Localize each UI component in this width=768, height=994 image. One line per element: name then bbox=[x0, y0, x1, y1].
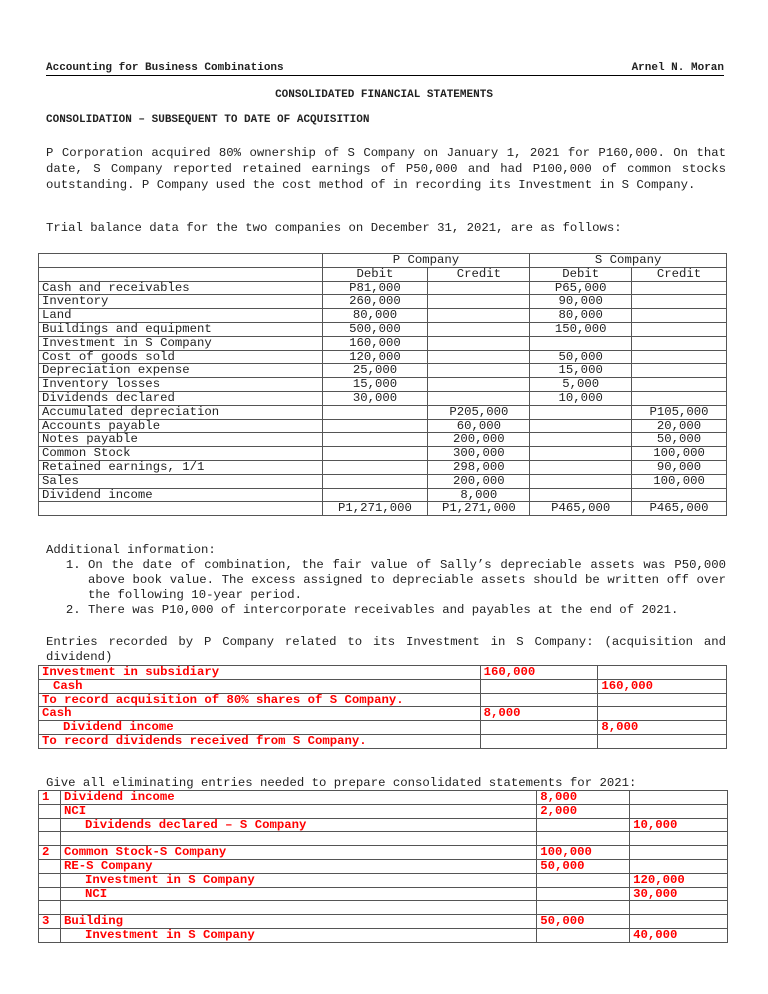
amount-cell: 20,000 bbox=[632, 419, 727, 433]
column-header: Debit bbox=[322, 267, 428, 281]
amount-cell: 5,000 bbox=[530, 378, 632, 392]
entry-description: Dividend income bbox=[60, 791, 536, 805]
debit-amount bbox=[537, 818, 630, 832]
page-title: CONSOLIDATED FINANCIAL STATEMENTS bbox=[275, 89, 493, 101]
page-header bbox=[46, 62, 724, 76]
amount-cell bbox=[322, 460, 428, 474]
journal-row bbox=[39, 707, 727, 721]
entry-description bbox=[60, 832, 536, 846]
elimination-row bbox=[39, 832, 728, 846]
eliminating-entries-table bbox=[38, 790, 728, 943]
table-subheader-row bbox=[39, 267, 727, 281]
additional-information bbox=[46, 543, 726, 618]
table-row bbox=[39, 474, 727, 488]
credit-amount bbox=[598, 666, 727, 680]
entry-description bbox=[60, 901, 536, 915]
credit-amount: 10,000 bbox=[630, 818, 728, 832]
debit-amount bbox=[537, 928, 630, 942]
amount-cell: P465,000 bbox=[632, 502, 727, 516]
debit-amount bbox=[537, 873, 630, 887]
entry-number bbox=[39, 887, 61, 901]
journal-row bbox=[39, 693, 727, 707]
amount-cell bbox=[322, 405, 428, 419]
amount-cell bbox=[632, 378, 727, 392]
company-header: S Company bbox=[530, 254, 727, 268]
amount-cell bbox=[632, 488, 727, 502]
header-course: Accounting for Business Combinations bbox=[46, 62, 284, 74]
table-row bbox=[39, 364, 727, 378]
entry-number bbox=[39, 873, 61, 887]
table-row bbox=[39, 433, 727, 447]
account-name: Depreciation expense bbox=[39, 364, 323, 378]
amount-cell bbox=[428, 378, 530, 392]
account-name: Buildings and equipment bbox=[39, 322, 323, 336]
entry-description: NCI bbox=[60, 887, 536, 901]
entry-number bbox=[39, 928, 61, 942]
entry-description: NCI bbox=[60, 804, 536, 818]
amount-cell: 200,000 bbox=[428, 433, 530, 447]
amount-cell: 15,000 bbox=[530, 364, 632, 378]
amount-cell bbox=[530, 474, 632, 488]
elimination-row bbox=[39, 846, 728, 860]
amount-cell: 80,000 bbox=[530, 309, 632, 323]
amount-cell bbox=[530, 447, 632, 461]
amount-cell bbox=[530, 488, 632, 502]
problem-paragraph: P Corporation acquired 80% ownership of S Company on January 1, 2021 for P160,000. On that date, S Company reported retained earnings of P50,000 and had P100,000 of common stocks outstanding. P Company used the cost method of in recording its Investment in S Company. bbox=[46, 146, 726, 192]
amount-cell: P1,271,000 bbox=[322, 502, 428, 516]
credit-amount bbox=[630, 915, 728, 929]
amount-cell bbox=[632, 391, 727, 405]
amount-cell bbox=[428, 309, 530, 323]
account-name: Investment in S Company bbox=[39, 336, 323, 350]
amount-cell bbox=[428, 391, 530, 405]
amount-cell: 100,000 bbox=[632, 447, 727, 461]
entry-description: Common Stock-S Company bbox=[60, 846, 536, 860]
amount-cell bbox=[322, 447, 428, 461]
elimination-row bbox=[39, 818, 728, 832]
table-row bbox=[39, 460, 727, 474]
column-header: Credit bbox=[428, 267, 530, 281]
additional-item: 1. On the date of combination, the fair value of Sally’s depreciable assets was P50,000 above book value. The excess assigned to depreciable assets should be written off over the following 10-year period. bbox=[88, 558, 726, 603]
account-name: Dividends declared bbox=[39, 391, 323, 405]
elimination-row bbox=[39, 901, 728, 915]
amount-cell bbox=[530, 419, 632, 433]
amount-cell: P465,000 bbox=[530, 502, 632, 516]
credit-amount bbox=[598, 734, 727, 748]
credit-amount bbox=[598, 693, 727, 707]
amount-cell: 60,000 bbox=[428, 419, 530, 433]
table-row bbox=[39, 502, 727, 516]
amount-cell bbox=[428, 322, 530, 336]
debit-amount bbox=[537, 901, 630, 915]
amount-cell: 500,000 bbox=[322, 322, 428, 336]
amount-cell bbox=[530, 336, 632, 350]
table-row bbox=[39, 281, 727, 295]
amount-cell: 90,000 bbox=[632, 460, 727, 474]
debit-amount: 100,000 bbox=[537, 846, 630, 860]
credit-amount bbox=[630, 901, 728, 915]
elimination-row bbox=[39, 804, 728, 818]
entry-description: Investment in S Company bbox=[60, 928, 536, 942]
entry-number bbox=[39, 832, 61, 846]
amount-cell: 200,000 bbox=[428, 474, 530, 488]
debit-amount: 50,000 bbox=[537, 859, 630, 873]
entry-description: To record dividends received from S Company. bbox=[39, 734, 481, 748]
account-name: Inventory losses bbox=[39, 378, 323, 392]
amount-cell bbox=[530, 405, 632, 419]
account-name: Accumulated depreciation bbox=[39, 405, 323, 419]
entry-number: 3 bbox=[39, 915, 61, 929]
credit-amount: 160,000 bbox=[598, 679, 727, 693]
entry-description: Dividends declared – S Company bbox=[60, 818, 536, 832]
debit-amount: 2,000 bbox=[537, 804, 630, 818]
amount-cell bbox=[632, 364, 727, 378]
amount-cell bbox=[428, 295, 530, 309]
amount-cell bbox=[530, 433, 632, 447]
credit-amount: 120,000 bbox=[630, 873, 728, 887]
entry-number bbox=[39, 901, 61, 915]
credit-amount bbox=[630, 791, 728, 805]
table-row bbox=[39, 378, 727, 392]
header-author: Arnel N. Moran bbox=[631, 62, 724, 74]
additional-item: 2. There was P10,000 of intercorporate receivables and payables at the end of 2021. bbox=[88, 603, 726, 618]
elimination-row bbox=[39, 915, 728, 929]
entry-description: Dividend income bbox=[39, 721, 481, 735]
amount-cell: 8,000 bbox=[428, 488, 530, 502]
account-name: Retained earnings, 1/1 bbox=[39, 460, 323, 474]
credit-amount: 40,000 bbox=[630, 928, 728, 942]
credit-amount: 8,000 bbox=[598, 721, 727, 735]
entry-description: RE-S Company bbox=[60, 859, 536, 873]
journal-row bbox=[39, 666, 727, 680]
entry-description: Building bbox=[60, 915, 536, 929]
parent-entries-table bbox=[38, 665, 727, 749]
journal-row bbox=[39, 734, 727, 748]
elimination-row bbox=[39, 859, 728, 873]
account-name: Land bbox=[39, 309, 323, 323]
account-name bbox=[39, 502, 323, 516]
debit-amount: 160,000 bbox=[480, 666, 598, 680]
elimination-row bbox=[39, 791, 728, 805]
table-row bbox=[39, 322, 727, 336]
debit-amount bbox=[480, 679, 598, 693]
amount-cell: 30,000 bbox=[322, 391, 428, 405]
amount-cell: 100,000 bbox=[632, 474, 727, 488]
amount-cell: 150,000 bbox=[530, 322, 632, 336]
table-row bbox=[39, 309, 727, 323]
debit-amount: 50,000 bbox=[537, 915, 630, 929]
amount-cell bbox=[428, 350, 530, 364]
elimination-row bbox=[39, 873, 728, 887]
table-row bbox=[39, 295, 727, 309]
amount-cell: 160,000 bbox=[322, 336, 428, 350]
entry-number: 1 bbox=[39, 791, 61, 805]
amount-cell: P105,000 bbox=[632, 405, 727, 419]
amount-cell bbox=[428, 281, 530, 295]
credit-amount: 30,000 bbox=[630, 887, 728, 901]
account-name: Sales bbox=[39, 474, 323, 488]
table-row bbox=[39, 488, 727, 502]
eliminations-intro: Give all eliminating entries needed to prepare consolidated statements for 2021: bbox=[46, 776, 637, 790]
debit-amount bbox=[480, 721, 598, 735]
amount-cell bbox=[322, 488, 428, 502]
table-row bbox=[39, 447, 727, 461]
amount-cell: 50,000 bbox=[632, 433, 727, 447]
amount-cell: 298,000 bbox=[428, 460, 530, 474]
trial-balance-table bbox=[38, 253, 727, 516]
entries-intro: Entries recorded by P Company related to its Investment in S Company: (acquisition and dividend) bbox=[46, 635, 726, 664]
amount-cell bbox=[428, 364, 530, 378]
amount-cell bbox=[322, 474, 428, 488]
amount-cell: 25,000 bbox=[322, 364, 428, 378]
entry-number: 2 bbox=[39, 846, 61, 860]
amount-cell: 300,000 bbox=[428, 447, 530, 461]
account-name: Inventory bbox=[39, 295, 323, 309]
amount-cell: P205,000 bbox=[428, 405, 530, 419]
entry-description: Cash bbox=[39, 679, 481, 693]
amount-cell: P65,000 bbox=[530, 281, 632, 295]
journal-row bbox=[39, 679, 727, 693]
amount-cell: 90,000 bbox=[530, 295, 632, 309]
amount-cell bbox=[632, 281, 727, 295]
amount-cell: 10,000 bbox=[530, 391, 632, 405]
entry-description: Cash bbox=[39, 707, 481, 721]
debit-amount: 8,000 bbox=[537, 791, 630, 805]
trial-balance-intro: Trial balance data for the two companies on December 31, 2021, are as follows: bbox=[46, 221, 622, 235]
amount-cell bbox=[632, 350, 727, 364]
amount-cell bbox=[632, 309, 727, 323]
elimination-row bbox=[39, 928, 728, 942]
amount-cell: 15,000 bbox=[322, 378, 428, 392]
amount-cell bbox=[632, 336, 727, 350]
debit-amount bbox=[480, 693, 598, 707]
table-row bbox=[39, 419, 727, 433]
account-name: Cost of goods sold bbox=[39, 350, 323, 364]
credit-amount bbox=[630, 832, 728, 846]
account-name: Notes payable bbox=[39, 433, 323, 447]
credit-amount bbox=[630, 804, 728, 818]
amount-cell: 50,000 bbox=[530, 350, 632, 364]
table-row bbox=[39, 350, 727, 364]
entry-number bbox=[39, 818, 61, 832]
entry-description: Investment in subsidiary bbox=[39, 666, 481, 680]
table-row bbox=[39, 405, 727, 419]
amount-cell bbox=[322, 433, 428, 447]
table-header-row bbox=[39, 254, 727, 268]
column-header: Debit bbox=[530, 267, 632, 281]
additional-heading: Additional information: bbox=[46, 543, 216, 557]
entry-number bbox=[39, 804, 61, 818]
journal-row bbox=[39, 721, 727, 735]
entry-number bbox=[39, 859, 61, 873]
credit-amount bbox=[598, 707, 727, 721]
amount-cell bbox=[322, 419, 428, 433]
elimination-row bbox=[39, 887, 728, 901]
amount-cell bbox=[632, 322, 727, 336]
amount-cell: 80,000 bbox=[322, 309, 428, 323]
account-name: Accounts payable bbox=[39, 419, 323, 433]
amount-cell bbox=[632, 295, 727, 309]
account-name: Dividend income bbox=[39, 488, 323, 502]
section-subtitle: CONSOLIDATION – SUBSEQUENT TO DATE OF ACQUISITION bbox=[46, 114, 370, 126]
entry-description: Investment in S Company bbox=[60, 873, 536, 887]
company-header: P Company bbox=[322, 254, 530, 268]
amount-cell bbox=[530, 460, 632, 474]
debit-amount bbox=[537, 887, 630, 901]
debit-amount bbox=[480, 734, 598, 748]
debit-amount: 8,000 bbox=[480, 707, 598, 721]
amount-cell bbox=[428, 336, 530, 350]
table-row bbox=[39, 391, 727, 405]
account-name: Common Stock bbox=[39, 447, 323, 461]
table-row bbox=[39, 336, 727, 350]
entry-description: To record acquisition of 80% shares of S Company. bbox=[39, 693, 481, 707]
amount-cell: P1,271,000 bbox=[428, 502, 530, 516]
debit-amount bbox=[537, 832, 630, 846]
credit-amount bbox=[630, 859, 728, 873]
column-header: Credit bbox=[632, 267, 727, 281]
amount-cell: 260,000 bbox=[322, 295, 428, 309]
amount-cell: 120,000 bbox=[322, 350, 428, 364]
credit-amount bbox=[630, 846, 728, 860]
amount-cell: P81,000 bbox=[322, 281, 428, 295]
account-name: Cash and receivables bbox=[39, 281, 323, 295]
